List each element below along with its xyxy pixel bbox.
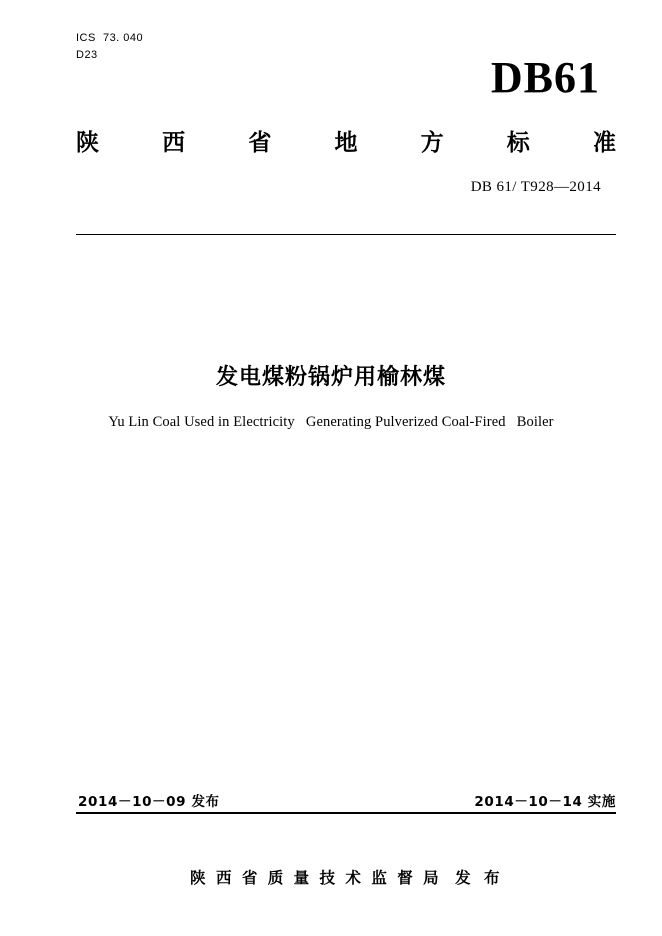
- std-char-4: 方: [420, 130, 444, 156]
- std-char-1: 西: [162, 130, 186, 156]
- header-divider: [76, 234, 616, 235]
- classification-code: D23: [76, 49, 98, 61]
- document-title-english: Yu Lin Coal Used in Electricity Generating Pulverized Coal-Fired Boiler: [108, 414, 554, 430]
- publisher-name: 陕 西 省 质 量 技 术 监 督 局: [190, 869, 442, 887]
- std-char-5: 标: [506, 130, 530, 156]
- footer-divider: [76, 812, 616, 814]
- publisher-action: 发 布: [455, 869, 504, 887]
- standard-number: DB 61/ T928—2014: [470, 179, 601, 195]
- std-char-2: 省: [248, 130, 272, 156]
- db61-logo: DB61: [490, 53, 600, 102]
- issue-date: 2014－10－09 发布: [78, 794, 220, 810]
- publisher-line: [0, 848, 662, 906]
- std-char-3: 地: [334, 130, 358, 156]
- standard-type-heading: [76, 124, 616, 157]
- document-title-chinese: 发电煤粉锅炉用榆林煤: [215, 365, 446, 390]
- std-char-6: 准: [592, 130, 616, 156]
- classification-codes: [76, 30, 143, 64]
- effective-date: 2014－10－14 实施: [474, 794, 616, 810]
- std-char-0: 陕: [76, 130, 99, 156]
- ics-code: ICS 73. 040: [76, 32, 144, 44]
